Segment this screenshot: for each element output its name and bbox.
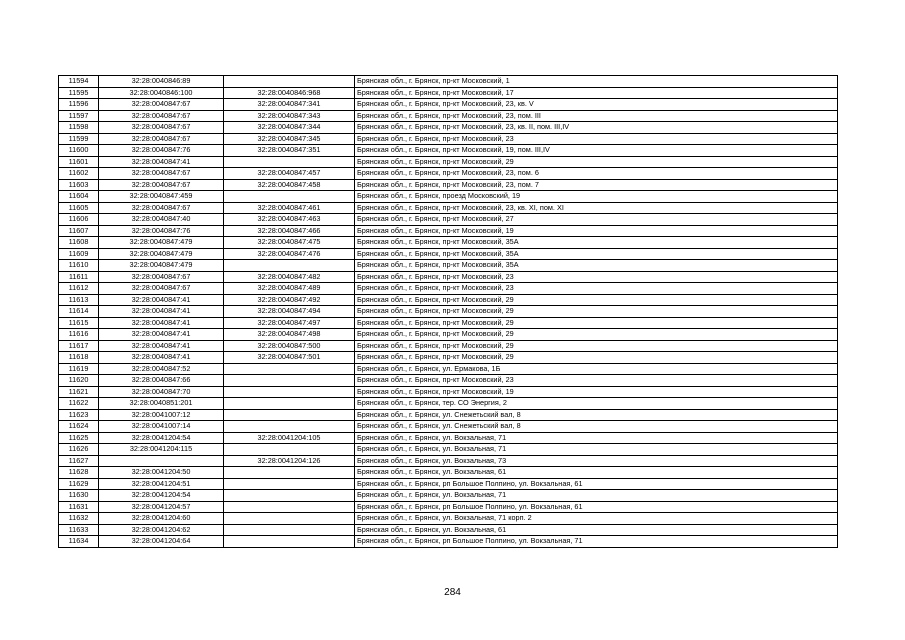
address-cell: Брянская обл., г. Брянск, пр-кт Московский, 23 — [355, 375, 838, 387]
premises-cadastral-cell: 32:28:0040847:482 — [224, 271, 355, 283]
table-row — [59, 76, 838, 88]
cadastral-number-cell: 32:28:0040847:70 — [99, 386, 224, 398]
address-cell: Брянская обл., г. Брянск, ул. Вокзальная, 71 — [355, 444, 838, 456]
row-number-cell: 11622 — [59, 398, 99, 410]
cadastral-number-cell: 32:28:0040847:67 — [99, 110, 224, 122]
address-cell: Брянская обл., г. Брянск, тер. СО Энергия, 2 — [355, 398, 838, 410]
cadastral-number-cell: 32:28:0040846:100 — [99, 87, 224, 99]
premises-cadastral-cell: 32:28:0041204:105 — [224, 432, 355, 444]
cadastral-number-cell: 32:28:0041204:54 — [99, 432, 224, 444]
address-cell: Брянская обл., г. Брянск, пр-кт Московский, 23, кв. II, пом. III,IV — [355, 122, 838, 134]
premises-cadastral-cell — [224, 409, 355, 421]
address-cell: Брянская обл., г. Брянск, пр-кт Московский, 23, кв. XI, пом. XI — [355, 202, 838, 214]
table-row — [59, 179, 838, 191]
table-row — [59, 99, 838, 111]
address-cell: Брянская обл., г. Брянск, пр-кт Московский, 29 — [355, 156, 838, 168]
table-row — [59, 145, 838, 157]
cadastral-number-cell: 32:28:0040847:41 — [99, 306, 224, 318]
premises-cadastral-cell — [224, 398, 355, 410]
address-cell: Брянская обл., г. Брянск, пр-кт Московский, 29 — [355, 340, 838, 352]
row-number-cell: 11599 — [59, 133, 99, 145]
cadastral-number-cell: 32:28:0040847:67 — [99, 202, 224, 214]
premises-cadastral-cell: 32:28:0040847:497 — [224, 317, 355, 329]
cadastral-number-cell: 32:28:0040847:67 — [99, 271, 224, 283]
cadastral-number-cell: 32:28:0041204:57 — [99, 501, 224, 513]
address-cell: Брянская обл., г. Брянск, пр-кт Московский, 23 — [355, 133, 838, 145]
row-number-cell: 11598 — [59, 122, 99, 134]
premises-cadastral-cell: 32:28:0040847:500 — [224, 340, 355, 352]
address-cell: Брянская обл., г. Брянск, ул. Вокзальная, 61 — [355, 524, 838, 536]
address-cell: Брянская обл., г. Брянск, пр-кт Московский, 35А — [355, 248, 838, 260]
address-cell: Брянская обл., г. Брянск, ул. Вокзальная, 71 — [355, 432, 838, 444]
address-cell: Брянская обл., г. Брянск, ул. Ермакова, 1Б — [355, 363, 838, 375]
cadastral-number-cell: 32:28:0040847:41 — [99, 352, 224, 364]
address-cell: Брянская обл., г. Брянск, рп Большое Полпино, ул. Вокзальная, 61 — [355, 478, 838, 490]
premises-cadastral-cell — [224, 363, 355, 375]
cadastral-number-cell: 32:28:0040846:89 — [99, 76, 224, 88]
row-number-cell: 11594 — [59, 76, 99, 88]
row-number-cell: 11614 — [59, 306, 99, 318]
premises-cadastral-cell — [224, 444, 355, 456]
row-number-cell: 11610 — [59, 260, 99, 272]
row-number-cell: 11612 — [59, 283, 99, 295]
address-cell: Брянская обл., г. Брянск, пр-кт Московский, 19 — [355, 225, 838, 237]
address-cell: Брянская обл., г. Брянск, пр-кт Московский, 27 — [355, 214, 838, 226]
row-number-cell: 11609 — [59, 248, 99, 260]
table-row — [59, 168, 838, 180]
address-cell: Брянская обл., г. Брянск, пр-кт Московский, 23 — [355, 283, 838, 295]
row-number-cell: 11625 — [59, 432, 99, 444]
cadastral-number-cell: 32:28:0041204:54 — [99, 490, 224, 502]
row-number-cell: 11623 — [59, 409, 99, 421]
table-row — [59, 375, 838, 387]
table-row — [59, 283, 838, 295]
table-row — [59, 478, 838, 490]
address-cell: Брянская обл., г. Брянск, рп Большое Полпино, ул. Вокзальная, 71 — [355, 536, 838, 548]
row-number-cell: 11597 — [59, 110, 99, 122]
premises-cadastral-cell: 32:28:0040847:351 — [224, 145, 355, 157]
table-row — [59, 133, 838, 145]
row-number-cell: 11611 — [59, 271, 99, 283]
row-number-cell: 11606 — [59, 214, 99, 226]
page-number: 284 — [444, 587, 461, 598]
table-row — [59, 467, 838, 479]
table-row — [59, 432, 838, 444]
premises-cadastral-cell — [224, 421, 355, 433]
address-cell: Брянская обл., г. Брянск, пр-кт Московский, 35А — [355, 260, 838, 272]
row-number-cell: 11601 — [59, 156, 99, 168]
cadastral-number-cell: 32:28:0040847:40 — [99, 214, 224, 226]
row-number-cell: 11602 — [59, 168, 99, 180]
row-number-cell: 11619 — [59, 363, 99, 375]
premises-cadastral-cell: 32:28:0040847:458 — [224, 179, 355, 191]
premises-cadastral-cell — [224, 260, 355, 272]
address-cell: Брянская обл., г. Брянск, пр-кт Московский, 23, кв. V — [355, 99, 838, 111]
cadastral-number-cell: 32:28:0041204:62 — [99, 524, 224, 536]
table-row — [59, 386, 838, 398]
row-number-cell: 11607 — [59, 225, 99, 237]
table-row — [59, 306, 838, 318]
table-row — [59, 455, 838, 467]
premises-cadastral-cell — [224, 513, 355, 525]
table-row — [59, 271, 838, 283]
row-number-cell: 11603 — [59, 179, 99, 191]
address-cell: Брянская обл., г. Брянск, пр-кт Московский, 1 — [355, 76, 838, 88]
row-number-cell: 11596 — [59, 99, 99, 111]
table-row — [59, 490, 838, 502]
cadastral-number-cell — [99, 455, 224, 467]
address-cell: Брянская обл., г. Брянск, пр-кт Московский, 29 — [355, 294, 838, 306]
table-row — [59, 363, 838, 375]
premises-cadastral-cell: 32:28:0040847:492 — [224, 294, 355, 306]
premises-cadastral-cell — [224, 490, 355, 502]
cadastral-number-cell: 32:28:0041204:51 — [99, 478, 224, 490]
row-number-cell: 11595 — [59, 87, 99, 99]
premises-cadastral-cell: 32:28:0041204:126 — [224, 455, 355, 467]
address-cell: Брянская обл., г. Брянск, пр-кт Московский, 19, пом. III,IV — [355, 145, 838, 157]
table-row — [59, 317, 838, 329]
cadastral-number-cell: 32:28:0040847:52 — [99, 363, 224, 375]
table-row — [59, 340, 838, 352]
address-cell: Брянская обл., г. Брянск, пр-кт Московский, 23, пом. 6 — [355, 168, 838, 180]
table-body — [59, 76, 838, 548]
premises-cadastral-cell: 32:28:0040847:341 — [224, 99, 355, 111]
premises-cadastral-cell — [224, 191, 355, 203]
address-cell: Брянская обл., г. Брянск, ул. Вокзальная, 71 корп. 2 — [355, 513, 838, 525]
premises-cadastral-cell — [224, 76, 355, 88]
address-cell: Брянская обл., г. Брянск, ул. Снежетьский вал, 8 — [355, 421, 838, 433]
row-number-cell: 11600 — [59, 145, 99, 157]
table-row — [59, 409, 838, 421]
premises-cadastral-cell: 32:28:0040847:344 — [224, 122, 355, 134]
premises-cadastral-cell: 32:28:0040847:494 — [224, 306, 355, 318]
table-row — [59, 87, 838, 99]
row-number-cell: 11615 — [59, 317, 99, 329]
row-number-cell: 11616 — [59, 329, 99, 341]
row-number-cell: 11634 — [59, 536, 99, 548]
cadastral-number-cell: 32:28:0040847:67 — [99, 133, 224, 145]
premises-cadastral-cell: 32:28:0040847:345 — [224, 133, 355, 145]
address-cell: Брянская обл., г. Брянск, пр-кт Московский, 23 — [355, 271, 838, 283]
row-number-cell: 11608 — [59, 237, 99, 249]
cadastral-number-cell: 32:28:0040847:67 — [99, 122, 224, 134]
row-number-cell: 11626 — [59, 444, 99, 456]
premises-cadastral-cell — [224, 386, 355, 398]
cadastral-number-cell: 32:28:0040847:66 — [99, 375, 224, 387]
premises-cadastral-cell — [224, 156, 355, 168]
cadastral-number-cell: 32:28:0040847:41 — [99, 340, 224, 352]
row-number-cell: 11604 — [59, 191, 99, 203]
cadastral-number-cell: 32:28:0041204:115 — [99, 444, 224, 456]
address-cell: Брянская обл., г. Брянск, ул. Вокзальная, 61 — [355, 467, 838, 479]
address-cell: Брянская обл., г. Брянск, пр-кт Московский, 23, пом. 7 — [355, 179, 838, 191]
table-row — [59, 444, 838, 456]
cadastral-number-cell: 32:28:0040847:67 — [99, 179, 224, 191]
cadastral-number-cell: 32:28:0041007:14 — [99, 421, 224, 433]
row-number-cell: 11621 — [59, 386, 99, 398]
cadastral-number-cell: 32:28:0040847:76 — [99, 225, 224, 237]
row-number-cell: 11617 — [59, 340, 99, 352]
cadastral-number-cell: 32:28:0040847:67 — [99, 99, 224, 111]
address-cell: Брянская обл., г. Брянск, проезд Московский, 19 — [355, 191, 838, 203]
table-row — [59, 398, 838, 410]
table-row — [59, 329, 838, 341]
table-row — [59, 225, 838, 237]
premises-cadastral-cell — [224, 524, 355, 536]
premises-cadastral-cell: 32:28:0040846:968 — [224, 87, 355, 99]
premises-cadastral-cell — [224, 536, 355, 548]
table-row — [59, 524, 838, 536]
row-number-cell: 11628 — [59, 467, 99, 479]
premises-cadastral-cell — [224, 375, 355, 387]
table-row — [59, 191, 838, 203]
table-row — [59, 260, 838, 272]
cadastral-number-cell: 32:28:0040847:479 — [99, 248, 224, 260]
cadastral-number-cell: 32:28:0041204:64 — [99, 536, 224, 548]
address-cell: Брянская обл., г. Брянск, пр-кт Московский, 29 — [355, 317, 838, 329]
row-number-cell: 11620 — [59, 375, 99, 387]
table-row — [59, 156, 838, 168]
row-number-cell: 11627 — [59, 455, 99, 467]
row-number-cell: 11624 — [59, 421, 99, 433]
cadastral-number-cell: 32:28:0040847:459 — [99, 191, 224, 203]
cadastral-number-cell: 32:28:0040847:41 — [99, 317, 224, 329]
address-cell: Брянская обл., г. Брянск, пр-кт Московский, 29 — [355, 352, 838, 364]
row-number-cell: 11632 — [59, 513, 99, 525]
cadastral-number-cell: 32:28:0040847:76 — [99, 145, 224, 157]
cadastral-number-cell: 32:28:0041204:50 — [99, 467, 224, 479]
table-row — [59, 237, 838, 249]
cadastral-number-cell: 32:28:0040847:41 — [99, 294, 224, 306]
premises-cadastral-cell: 32:28:0040847:501 — [224, 352, 355, 364]
cadastral-number-cell: 32:28:0041204:60 — [99, 513, 224, 525]
table-row — [59, 294, 838, 306]
address-cell: Брянская обл., г. Брянск, пр-кт Московский, 23, пом. III — [355, 110, 838, 122]
table-row — [59, 501, 838, 513]
row-number-cell: 11613 — [59, 294, 99, 306]
address-cell: Брянская обл., г. Брянск, пр-кт Московский, 19 — [355, 386, 838, 398]
premises-cadastral-cell — [224, 478, 355, 490]
address-cell: Брянская обл., г. Брянск, рп Большое Полпино, ул. Вокзальная, 61 — [355, 501, 838, 513]
table-row — [59, 214, 838, 226]
premises-cadastral-cell: 32:28:0040847:475 — [224, 237, 355, 249]
cadastral-number-cell: 32:28:0040847:479 — [99, 260, 224, 272]
cadastral-number-cell: 32:28:0041007:12 — [99, 409, 224, 421]
cadastral-number-cell: 32:28:0040847:67 — [99, 168, 224, 180]
address-cell: Брянская обл., г. Брянск, пр-кт Московский, 29 — [355, 306, 838, 318]
table-row — [59, 122, 838, 134]
row-number-cell: 11618 — [59, 352, 99, 364]
premises-cadastral-cell: 32:28:0040847:489 — [224, 283, 355, 295]
address-cell: Брянская обл., г. Брянск, пр-кт Московский, 35А — [355, 237, 838, 249]
premises-cadastral-cell: 32:28:0040847:476 — [224, 248, 355, 260]
premises-cadastral-cell: 32:28:0040847:498 — [224, 329, 355, 341]
address-cell: Брянская обл., г. Брянск, пр-кт Московский, 17 — [355, 87, 838, 99]
cadastral-number-cell: 32:28:0040851:201 — [99, 398, 224, 410]
row-number-cell: 11633 — [59, 524, 99, 536]
row-number-cell: 11629 — [59, 478, 99, 490]
row-number-cell: 11605 — [59, 202, 99, 214]
premises-cadastral-cell: 32:28:0040847:466 — [224, 225, 355, 237]
premises-cadastral-cell: 32:28:0040847:457 — [224, 168, 355, 180]
property-registry-table — [58, 75, 838, 548]
address-cell: Брянская обл., г. Брянск, пр-кт Московский, 29 — [355, 329, 838, 341]
cadastral-number-cell: 32:28:0040847:67 — [99, 283, 224, 295]
cadastral-number-cell: 32:28:0040847:41 — [99, 329, 224, 341]
table-row — [59, 110, 838, 122]
row-number-cell: 11631 — [59, 501, 99, 513]
cadastral-number-cell: 32:28:0040847:479 — [99, 237, 224, 249]
table-row — [59, 513, 838, 525]
premises-cadastral-cell: 32:28:0040847:463 — [224, 214, 355, 226]
table-row — [59, 421, 838, 433]
premises-cadastral-cell: 32:28:0040847:461 — [224, 202, 355, 214]
row-number-cell: 11630 — [59, 490, 99, 502]
table-row — [59, 248, 838, 260]
premises-cadastral-cell: 32:28:0040847:343 — [224, 110, 355, 122]
table-row — [59, 352, 838, 364]
cadastral-number-cell: 32:28:0040847:41 — [99, 156, 224, 168]
table-row — [59, 202, 838, 214]
address-cell: Брянская обл., г. Брянск, ул. Снежетьский вал, 8 — [355, 409, 838, 421]
table-row — [59, 536, 838, 548]
premises-cadastral-cell — [224, 467, 355, 479]
premises-cadastral-cell — [224, 501, 355, 513]
address-cell: Брянская обл., г. Брянск, ул. Вокзальная, 73 — [355, 455, 838, 467]
address-cell: Брянская обл., г. Брянск, ул. Вокзальная, 71 — [355, 490, 838, 502]
